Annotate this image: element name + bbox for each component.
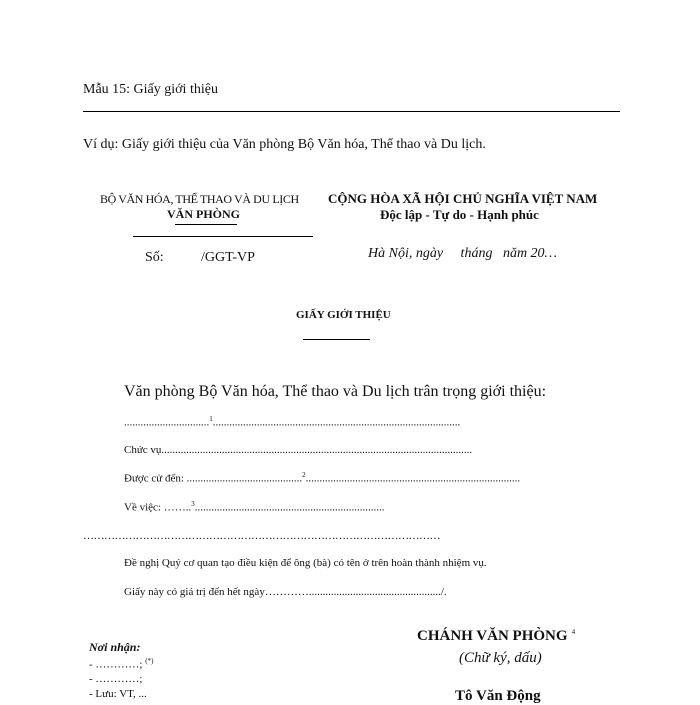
example-line: Ví dụ: Giấy giới thiệu của Văn phòng Bộ Văn hóa, Thể thao và Du lịch.: [83, 137, 486, 152]
recipients-heading: Nơi nhận:: [89, 640, 141, 654]
left-header-rule: [133, 236, 313, 237]
republic-name: CỘNG HÒA XÃ HỘI CHỦ NGHĨA VIỆT NAM: [328, 191, 598, 206]
recipient-line-2: - …………;: [89, 673, 143, 685]
form-label: Mẫu 15: Giấy giới thiệu: [83, 82, 218, 97]
signature-hint: (Chữ ký, dấu): [459, 650, 542, 666]
national-motto: Độc lập - Tự do - Hạnh phúc: [380, 207, 539, 222]
title-underline: [303, 339, 370, 340]
long-dotted-line: …………………………………………………………………………………………: [83, 530, 440, 542]
place-date: Hà Nội, ngày tháng năm 20…: [368, 246, 557, 261]
recipient-note-mark: (*): [145, 657, 154, 665]
sent-to-dots-a: Được cử đến: ..........................................: [124, 472, 303, 485]
intro-text: Văn phòng Bộ Văn hóa, Thể thao và Du lịch trân trọng giới thiệu:: [124, 383, 547, 400]
signer-title-text: CHÁNH VĂN PHÒNG: [417, 628, 568, 644]
footnote-4: 4: [571, 628, 576, 636]
signer-title: [417, 628, 575, 645]
office-underline: [175, 224, 237, 225]
number-label: Số:: [145, 250, 164, 265]
top-divider: [83, 111, 620, 112]
name-field: [124, 415, 460, 429]
document-title: GIẤY GIỚI THIỆU: [296, 309, 391, 321]
position-field: Chức vụ.................................................................................................................: [124, 444, 473, 456]
ministry-name: BỘ VĂN HÓA, THỂ THAO VÀ DU LỊCH: [100, 192, 299, 206]
footnote-1: 1: [209, 415, 213, 423]
sent-to-field: [124, 471, 520, 485]
office-name: VĂN PHÒNG: [167, 207, 240, 221]
recipient-line-1: [89, 657, 153, 671]
signer-name: Tô Văn Động: [455, 688, 541, 704]
number-code: /GGT-VP: [201, 250, 255, 265]
recipient-line-3: - Lưu: VT, ...: [89, 688, 147, 700]
name-dots-a: ...............................: [124, 416, 210, 429]
request-text: Đề nghị Quý cơ quan tạo điều kiện để ông (bà) có tên ở trên hoàn thành nhiệm vụ.: [124, 557, 487, 569]
footnote-2: 2: [302, 471, 306, 479]
name-dots-b: ..........................................................................................: [212, 416, 461, 429]
recipient-line-1-text: - …………;: [89, 658, 143, 671]
validity-text: Giấy này có giá trị đến hết ngày…………................................................/.: [124, 586, 447, 598]
sent-to-dots-b: ..............................................................................: [305, 472, 521, 485]
regarding-dots-b: .....................................................................: [194, 501, 385, 514]
footnote-3: 3: [191, 500, 195, 508]
regarding-dots-a: Về việc: ……..: [124, 501, 192, 514]
regarding-field: [124, 500, 384, 514]
